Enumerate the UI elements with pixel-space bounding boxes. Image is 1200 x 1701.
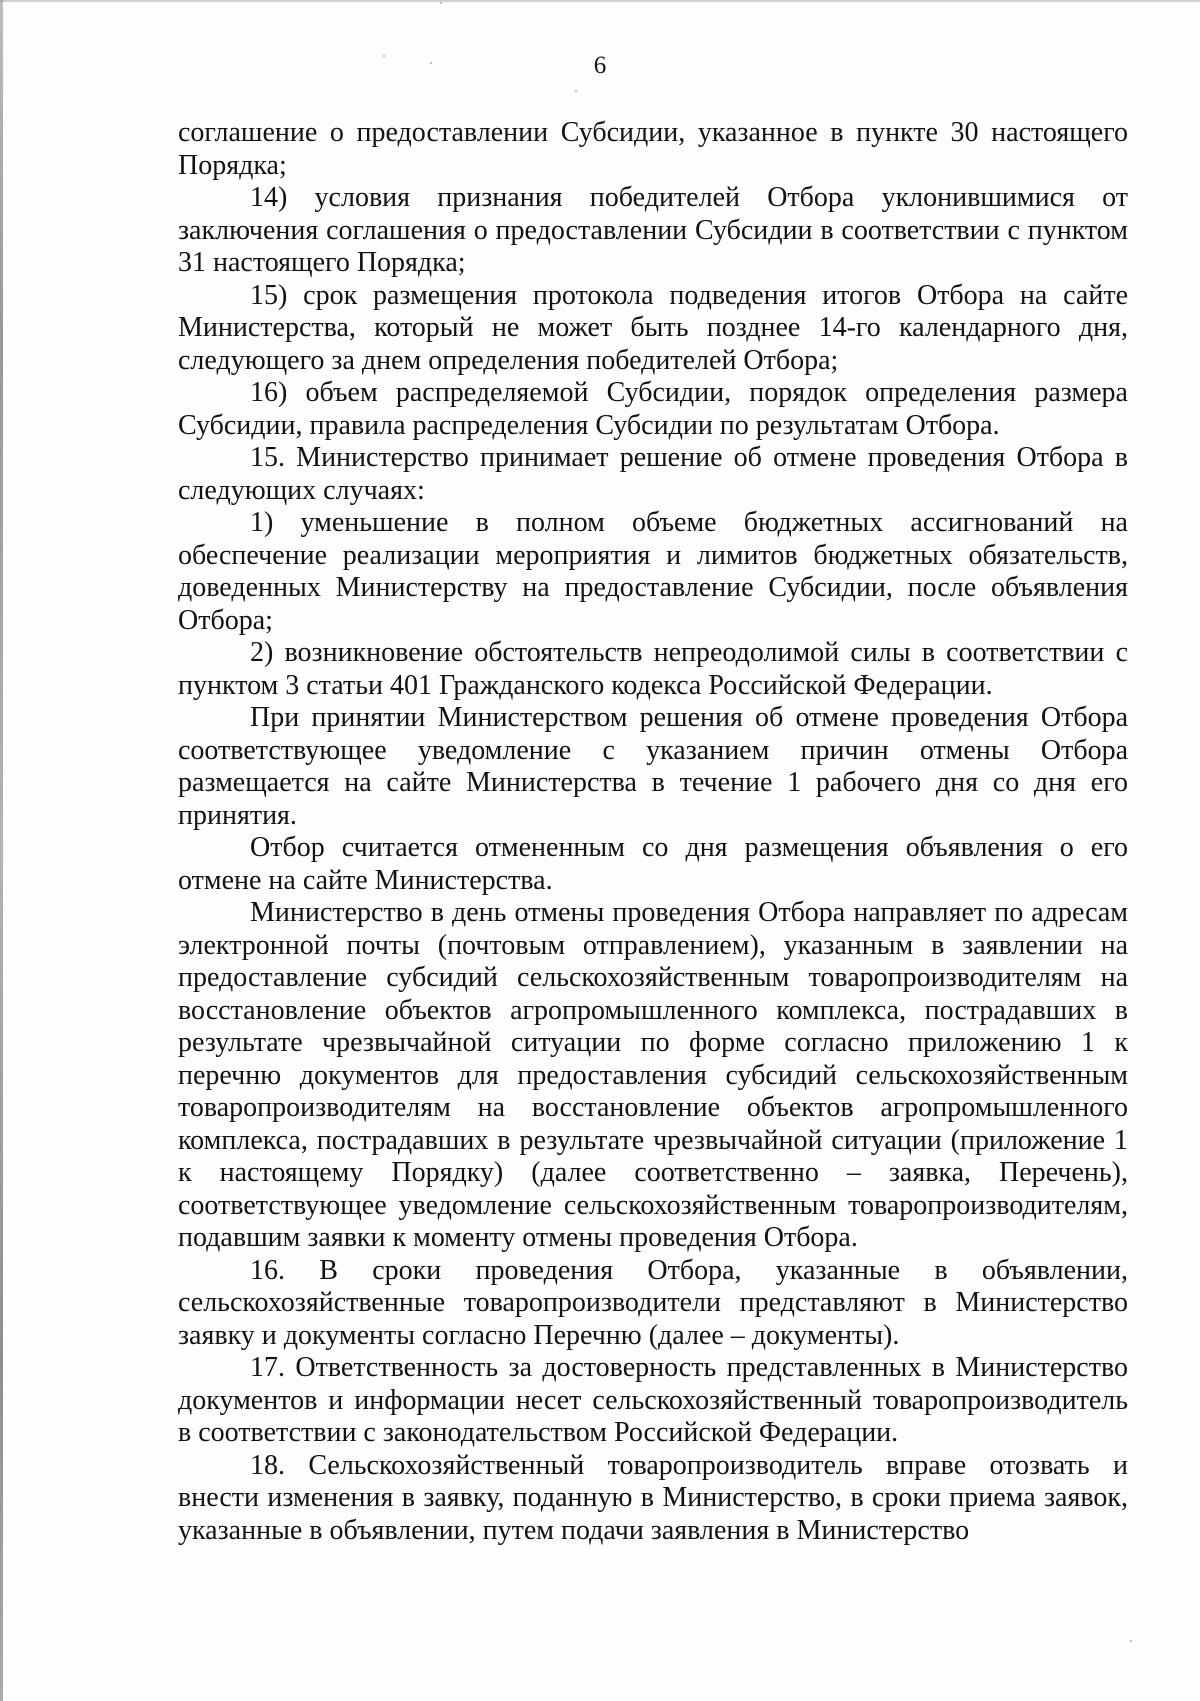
paragraph: Отбор считается отмененным со дня размещения объявления о его отмене на сайте Министерства. [178,832,1128,896]
page-number: 6 [593,52,607,79]
paragraph: 16. В сроки проведения Отбора, указанные в объявлении, сельскохозяйственные товаропроизводители представляют в Министерство заявку и документы согласно Перечню (далее – документы). [178,1254,1128,1351]
paragraph: 14) условия признания победителей Отбора уклонившимися от заключения соглашения о предоставлении Субсидии в соответствии с пунктом 31 настоящего Порядка; [178,182,1128,278]
scan-speck [575,90,577,92]
paragraph: При принятии Министерством решения об отмене проведения Отбора соответствующее уведомление с указанием причин отмены Отбора размещается на сайте Министерства в течение 1 рабочего дня со дня его принятия. [178,702,1128,831]
paragraph: 17. Ответственность за достоверность представленных в Министерство документов и информации несет сельскохозяйственный товаропроизводитель в соответствии с законодательством Российской Федерации. [178,1352,1128,1448]
paragraph: 1) уменьшение в полном объеме бюджетных ассигнований на обеспечение реализации мероприятия и лимитов бюджетных обязательств, доведенных Министерству на предоставление Субсидии, после объявления Отбора; [178,507,1128,636]
paragraph: 15) срок размещения протокола подведения итогов Отбора на сайте Министерства, который не может быть позднее 14-го календарного дня, следующего за днем определения победителей Отбора; [178,279,1128,376]
paragraph: соглашение о предоставлении Субсидии, указанное в пункте 30 настоящего Порядка; [178,117,1128,181]
paragraph: Министерство в день отмены проведения Отбора направляет по адресам электронной почты (почтовым отправлением), указанным в заявлении на предоставление субсидий сельскохозяйственным товаропроизводителям на восстановление объектов агропромышленного комплекса, пострадавших в результате чрезвычайной ситуации по форме согласно приложению 1 к перечню документов для предоставления субсидий сельскохозяйственным товаропроизводителям на восстановление объектов агропромышленного комплекса, пострадавших в результате чрезвычайной ситуации (приложение 1 к настоящему Порядку) (далее соответственно – заявка, Перечень), соответствующее уведомление сельскохозяйственным товаропроизводителям, подавшим заявки к моменту отмены проведения Отбора. [178,897,1128,1253]
paragraph: 16) объем распределяемой Субсидии, порядок определения размера Субсидии, правила распределения Субсидии по результатам Отбора. [178,377,1128,441]
scan-speck [1130,1640,1132,1642]
scan-left-edge [0,0,3,1701]
scan-speck [440,2,442,4]
paragraph: 2) возникновение обстоятельств непреодолимой силы в соответствии с пунктом 3 статьи 401 Гражданского кодекса Российской Федерации. [178,637,1128,701]
scan-top-edge [0,0,1200,2]
paragraph: 18. Сельскохозяйственный товаропроизводитель вправе отозвать и внести изменения в заявку, поданную в Министерство, в сроки приема заявок, указанные в объявлении, путем подачи заявления в Министерство [178,1449,1128,1546]
paragraph: 15. Министерство принимает решение об отмене проведения Отбора в следующих случаях: [178,442,1128,506]
document-body [178,117,1128,1547]
